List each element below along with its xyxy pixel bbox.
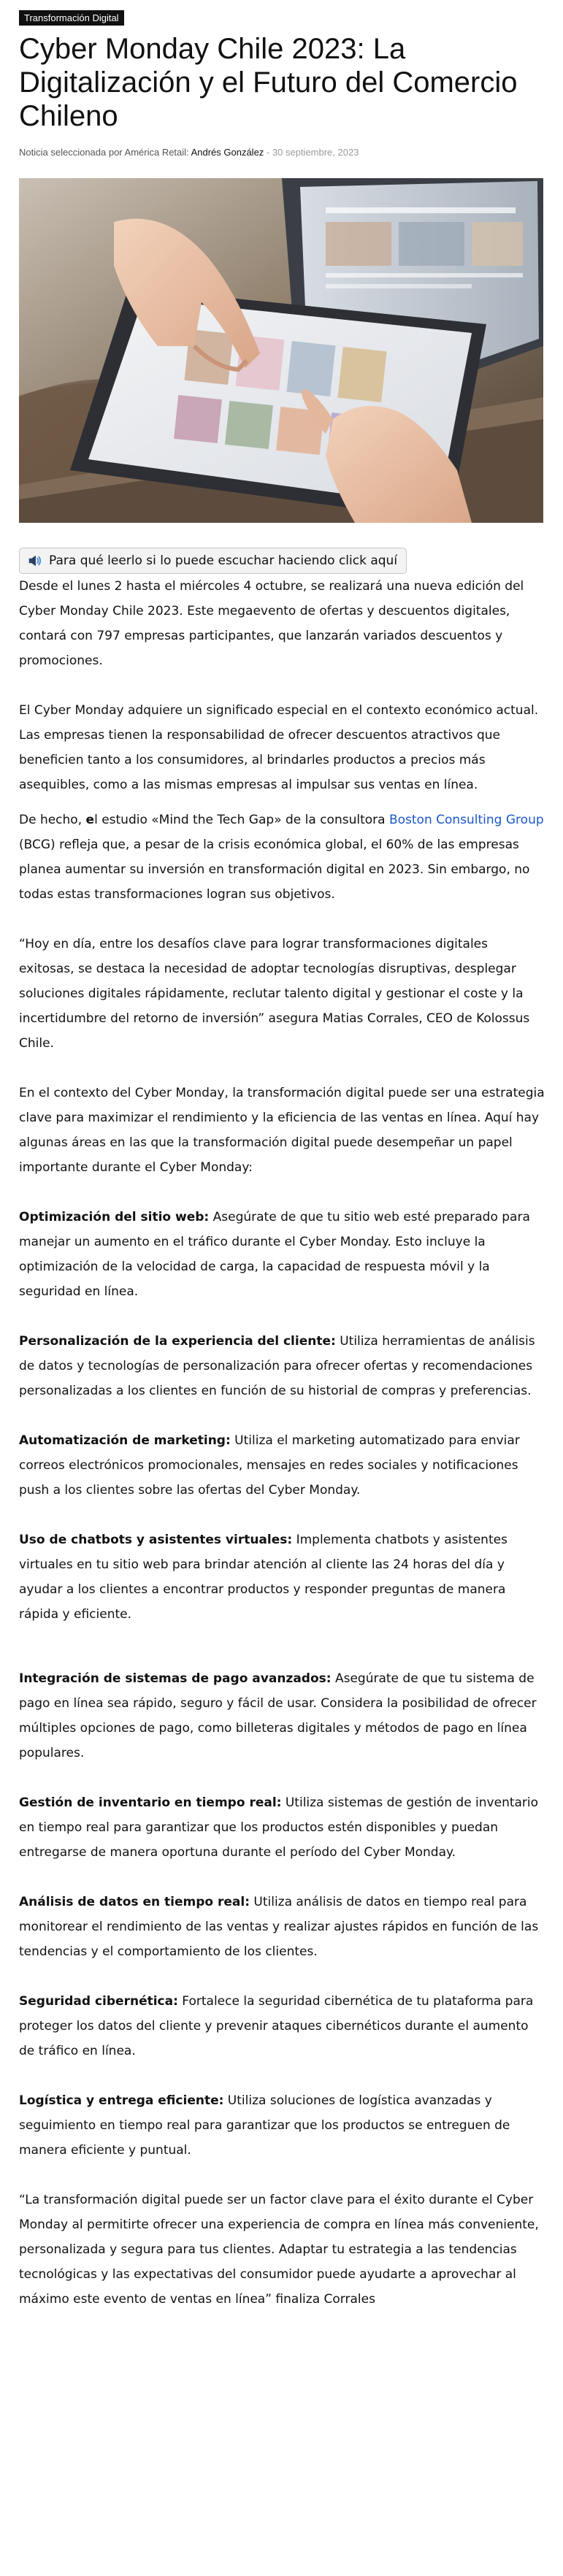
tablet-photo-illustration [19, 178, 543, 523]
article-title: Cyber Monday Chile 2023: La Digitalización y el Futuro del Comercio Chileno [19, 33, 518, 132]
item-term: Logística y entrega eficiente: [19, 2093, 224, 2108]
item-term: Análisis de datos en tiempo real: [19, 1895, 250, 1909]
list-item: Uso de chatbots y asistentes virtuales: Implementa chatbots y asistentes virtuales en tu sitio web para brindar atención al cliente las 24 horas del día y ayudar a los clientes a encontrar productos y responder preguntas de manera rápida y eficiente. [19, 1533, 508, 1622]
hero-image [19, 178, 543, 523]
list-item: Optimización del sitio web: Asegúrate de que tu sitio web esté preparado para manejar un aumento en el tráfico durante el Cyber Monday. Esto incluye la optimización de la velocidad de carga, la capacidad de respuesta móvil y la seguridad en línea. [19, 1210, 530, 1299]
quote-corrales-1: “Hoy en día, entre los desafíos clave para lograr transformaciones digitales exitosas, se destaca la necesidad de adoptar tecnologías disruptivas, desplegar soluciones digitales rápidamente, reclutar talento digital y gestionar el coste y la incertidumbre del retorno de inversión” asegura Matias Corrales, CEO de Kolossus Chile. [19, 937, 530, 1051]
list-item: Gestión de inventario en tiempo real: Utiliza sistemas de gestión de inventario en tiempo real para garantizar que los productos estén disponibles y puedan entregarse de manera oportuna durante el período del Cyber Monday. [19, 1795, 539, 1860]
list-item: Análisis de datos en tiempo real: Utiliza análisis de datos en tiempo real para monitorear el rendimiento de las ventas y realizar ajustes rápidos en función de las tendencias y el comportamiento de los clientes. [19, 1895, 539, 1959]
bcg-link[interactable]: Boston Consulting Group [388, 813, 544, 827]
category-badge[interactable]: Transformación Digital [19, 10, 124, 26]
publish-date: 30 septiembre, 2023 [272, 147, 359, 158]
item-term: Uso de chatbots y asistentes virtuales: [19, 1533, 293, 1547]
paragraph-context: El Cyber Monday adquiere un significado especial en el contexto económico actual. Las empresas tienen la responsabilidad de ofrecer descuentos atractivos que beneficien tanto a los consumidores, al brindarles productos a precios más asequibles, como a las mismas empresas al impulsar sus ventas en línea. [19, 703, 539, 792]
item-term: Integración de sistemas de pago avanzados: [19, 1671, 332, 1686]
speaker-icon [27, 553, 43, 569]
item-term: Personalización de la experiencia del cliente: [19, 1334, 336, 1349]
paragraph-intro: Desde el lunes 2 hasta el miércoles 4 octubre, se realizará una nueva edición del Cyber Monday Chile 2023. Este megaevento de ofertas y descuentos digitales, contará con 797 empresas participantes, que lanzarán variados descuentos y promociones. [19, 579, 524, 668]
paragraph-bcg-study: De hecho, el estudio «Mind the Tech Gap» de la consultora Boston Consulting Group (BCG) refleja que, a pesar de la crisis económica global, el 60% de las empresas planea aumentar su inversión en transformación digital en 2023. Sin embargo, no todas estas transformaciones logran sus objetivos. [19, 813, 544, 902]
list-item: Automatización de marketing: Utiliza el marketing automatizado para enviar correos electrónicos promocionales, mensajes en redes sociales y notificaciones push a los clientes sobre las ofertas del Cyber Monday. [19, 1433, 520, 1498]
meta-separator: - [266, 147, 270, 158]
item-term: Gestión de inventario en tiempo real: [19, 1795, 282, 1810]
list-item: Seguridad cibernética: Fortalece la seguridad cibernética de tu plataforma para proteger los datos del cliente y prevenir ataques cibernéticos durante el aumento de tráfico en línea. [19, 1994, 534, 2058]
listen-audio-button[interactable] [19, 548, 407, 574]
quote-corrales-2: “La transformación digital puede ser un factor clave para el éxito durante el Cyber Monday al permitirte ofrecer una experiencia de compra en línea más conveniente, personalizada y segura para tus clientes. Adaptar tu estrategia a las tendencias tecnológicas y las expectativas del consumidor puede ayudarte a aprovechar al máximo este evento de ventas en línea” finaliza Corrales [19, 2193, 539, 2307]
list-item: Personalización de la experiencia del cliente: Utiliza herramientas de análisis de datos y tecnologías de personalización para ofrecer ofertas y recomendaciones personalizadas a los clientes en función de su historial de compras y preferencias. [19, 1334, 535, 1398]
article-meta [19, 146, 545, 159]
list-item: Logística y entrega eficiente: Utiliza soluciones de logística avanzadas y seguimiento en tiempo real para garantizar que los productos se entreguen de manera eficiente y puntual. [19, 2093, 510, 2158]
item-term: Seguridad cibernética: [19, 1994, 178, 2009]
author-link[interactable]: Andrés González [191, 147, 264, 158]
listen-audio-label: Para qué leerlo si lo puede escuchar haciendo click aquí [49, 553, 398, 568]
item-term: Automatización de marketing: [19, 1433, 231, 1448]
item-term: Optimización del sitio web: [19, 1210, 210, 1224]
list-item: Integración de sistemas de pago avanzados: Asegúrate de que tu sistema de pago en línea sea rápido, seguro y fácil de usar. Considera la posibilidad de ofrecer múltiples opciones de pago, como billeteras digitales y métodos de pago en línea populares. [19, 1671, 537, 1760]
article-body [19, 574, 546, 2312]
paragraph-transformation: En el contexto del Cyber Monday, la transformación digital puede ser una estrategia clave para maximizar el rendimiento y la eficiencia de las ventas en línea. Aquí hay algunas áreas en las que la transformación digital puede desempeñar un papel importante durante el Cyber Monday: [19, 1086, 545, 1175]
meta-prefix: Noticia seleccionada por América Retail: [19, 147, 189, 158]
